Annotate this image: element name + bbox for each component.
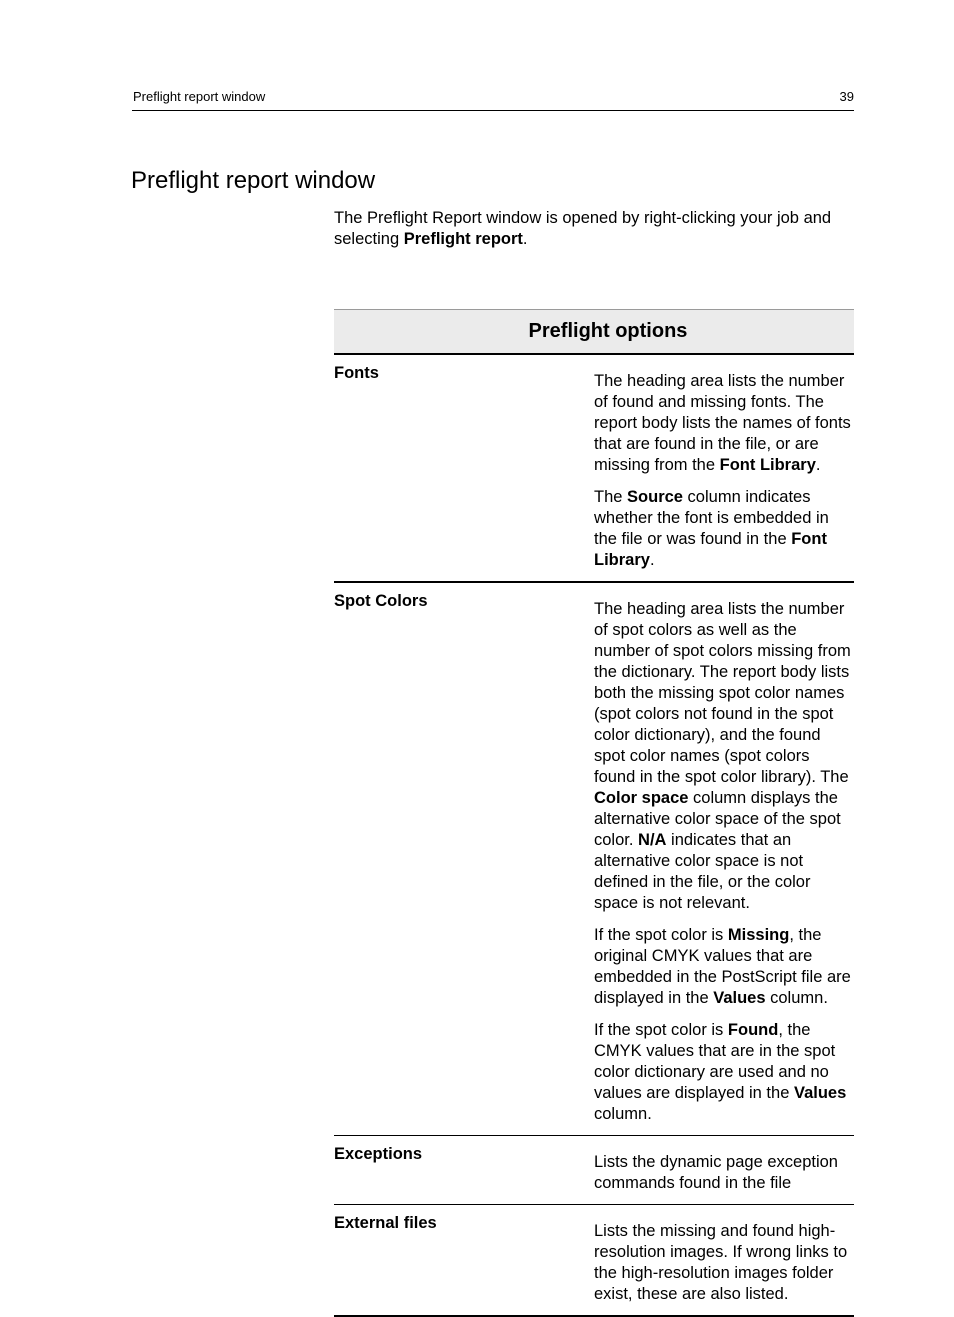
- description-text: .: [815, 456, 821, 474]
- page-number: 39: [839, 89, 854, 104]
- emphasized-term: N/A: [638, 831, 667, 849]
- emphasized-term: Color space: [594, 789, 689, 807]
- running-header-title: Preflight report window: [133, 89, 266, 104]
- description-paragraph: [594, 1221, 854, 1305]
- description-text: If the spot color is: [594, 1021, 728, 1039]
- page-title: Preflight report window: [131, 167, 376, 194]
- description-text: indicates that an alternative color space is not defined in the file, or the color space is not relevant.: [594, 831, 811, 912]
- running-header: [132, 88, 854, 111]
- option-name: Fonts: [334, 354, 594, 582]
- intro-text-end: .: [522, 230, 528, 248]
- description-text: The heading area lists the number of spot colors as well as the number of spot colors missing from the dictionary. The report body lists both the missing spot color names (spot colors not found in the spot color dictionary), and the found spot color names (spot colors found in the spot color library). The: [594, 600, 851, 786]
- emphasized-term: Values: [793, 1084, 847, 1102]
- option-description: [594, 1205, 854, 1317]
- option-description: [594, 582, 854, 1136]
- table-row: [334, 582, 854, 1136]
- intro-bold-term: Preflight report: [403, 230, 523, 248]
- description-text: .: [649, 551, 655, 569]
- description-text: , the CMYK values that are in the spot color dictionary are used and no values are displayed in the: [594, 1021, 836, 1102]
- table-row: [334, 1205, 854, 1317]
- description-text: The: [594, 488, 628, 506]
- option-name: Spot Colors: [334, 582, 594, 1136]
- emphasized-term: Missing: [727, 926, 790, 944]
- description-paragraph: [594, 371, 854, 476]
- table-header-row: [334, 310, 854, 355]
- option-description: [594, 1136, 854, 1205]
- description-text: column displays the alternative color space of the spot color.: [594, 789, 841, 849]
- emphasized-term: Source: [627, 488, 683, 506]
- description-text: , the original CMYK values that are embedded in the PostScript file are displayed in the: [594, 926, 851, 1007]
- intro-paragraph: [334, 208, 854, 250]
- emphasized-term: Font Library: [719, 456, 816, 474]
- intro-text: The Preflight Report window is opened by right-clicking your job and selecting: [334, 209, 832, 248]
- description-paragraph: [594, 487, 854, 571]
- table-heading: Preflight options: [334, 310, 854, 355]
- description-paragraph: [594, 925, 854, 1009]
- emphasized-term: Font Library: [594, 530, 827, 569]
- preflight-options-table: [334, 309, 854, 1317]
- emphasized-term: Values: [713, 989, 766, 1007]
- description-text: column indicates whether the font is embedded in the file or was found in the: [594, 488, 829, 548]
- table-body: [334, 354, 854, 1316]
- description-text: column.: [594, 1105, 652, 1123]
- description-text: The heading area lists the number of found and missing fonts. The report body lists the names of fonts that are found in the file, or are missing from the: [594, 372, 851, 474]
- emphasized-term: Found: [727, 1021, 779, 1039]
- description-text: Lists the dynamic page exception commands found in the file: [594, 1153, 838, 1192]
- description-text: If the spot color is: [594, 926, 728, 944]
- description-paragraph: [594, 1020, 854, 1125]
- description-text: column.: [765, 989, 828, 1007]
- description-text: Lists the missing and found high-resolution images. If wrong links to the high-resolution images folder exist, these are also listed.: [594, 1222, 848, 1303]
- description-paragraph: [594, 1152, 854, 1194]
- table-row: [334, 354, 854, 582]
- table-row: [334, 1136, 854, 1205]
- description-paragraph: [594, 599, 854, 914]
- option-name: Exceptions: [334, 1136, 594, 1205]
- option-name: External files: [334, 1205, 594, 1317]
- option-description: [594, 354, 854, 582]
